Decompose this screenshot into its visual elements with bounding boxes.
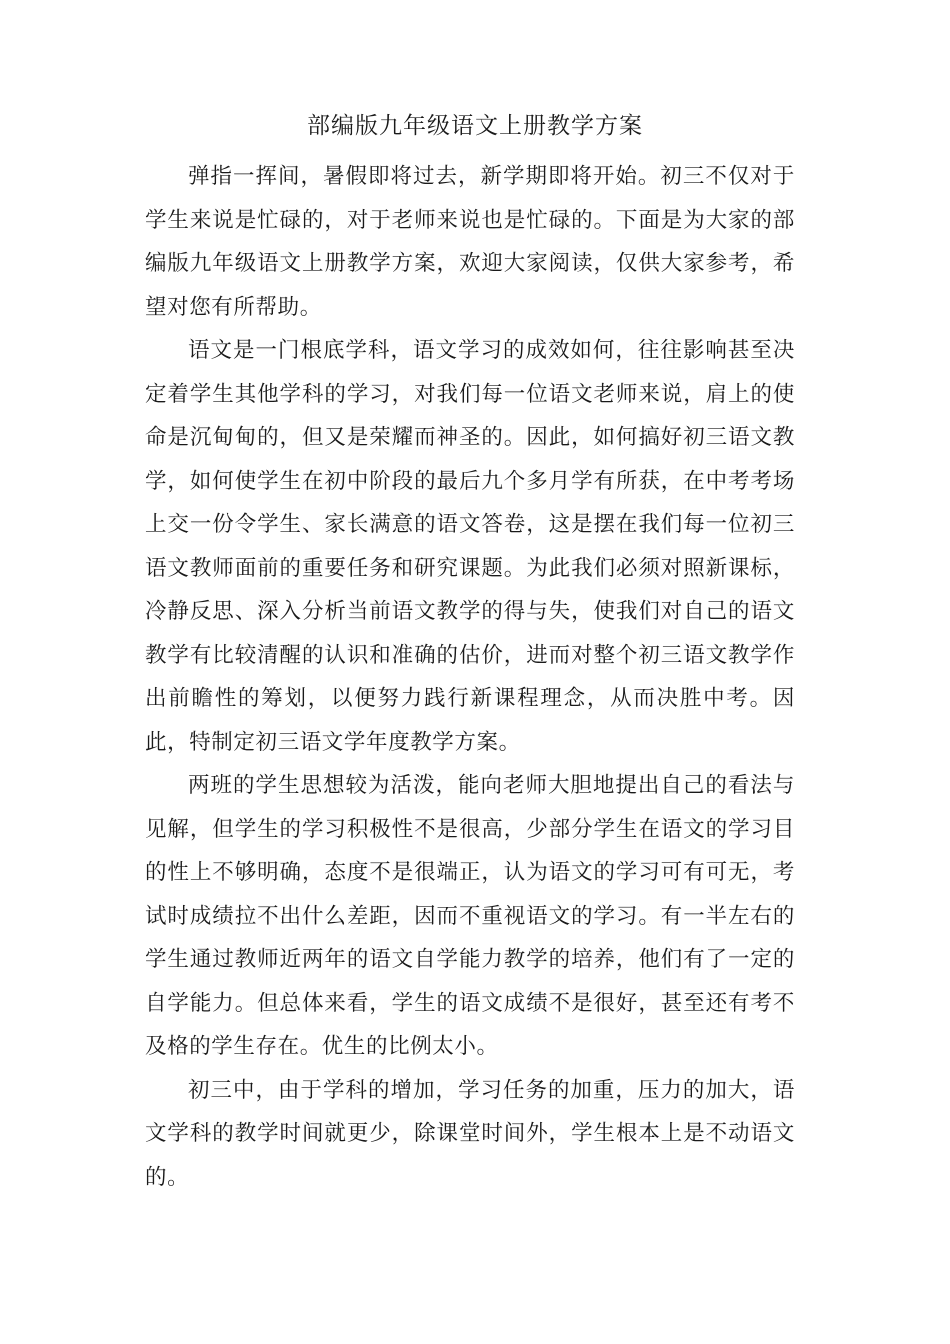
document-title: 部编版九年级语文上册教学方案 — [307, 113, 643, 139]
paragraph-student-analysis: 两班的学生思想较为活泼，能向老师大胆地提出自己的看法与见解，但学生的学习积极性不是很高，少部分学生在语文的学习目的性上不够明确，态度不是很端正，认为语文的学习可有可无，考试时成绩拉不出什么差距，因而不重视语文的学习。有一半左右的学生通过教师近两年的语文自学能力教学的培养，他们有了一定的自学能力。但总体来看，学生的语文成绩不是很好，甚至还有考不及格的学生存在。优生的比例太小。 — [145, 773, 795, 1059]
paragraph-purpose: 语文是一门根底学科，语文学习的成效如何，往往影响甚至决定着学生其他学科的学习，对我们每一位语文老师来说，肩上的使命是沉甸甸的，但又是荣耀而神圣的。因此，如何搞好初三语文教学，如何使学生在初中阶段的最后九个多月学有所获，在中考考场上交一份令学生、家长满意的语文答卷，这是摆在我们每一位初三语文教师面前的重要任务和研究课题。为此我们必须对照新课标，冷静反思、深入分析当前语文教学的得与失，使我们对自己的语文教学有比较清醒的认识和准确的估价，进而对整个初三语文教学作出前瞻性的筹划，以便努力践行新课程理念，从而决胜中考。因此，特制定初三语文学年度教学方案。 — [145, 338, 795, 755]
document-body — [145, 155, 795, 1199]
paragraph-intro: 弹指一挥间，暑假即将过去，新学期即将开始。初三不仅对于学生来说是忙碌的，对于老师来说也是忙碌的。下面是为大家的部编版九年级语文上册教学方案，欢迎大家阅读，仅供大家参考，希望对您有所帮助。 — [145, 164, 795, 320]
paragraph-time-constraint: 初三中，由于学科的增加，学习任务的加重，压力的加大，语文学科的教学时间就更少，除课堂时间外，学生根本上是不动语文的。 — [145, 1077, 795, 1190]
